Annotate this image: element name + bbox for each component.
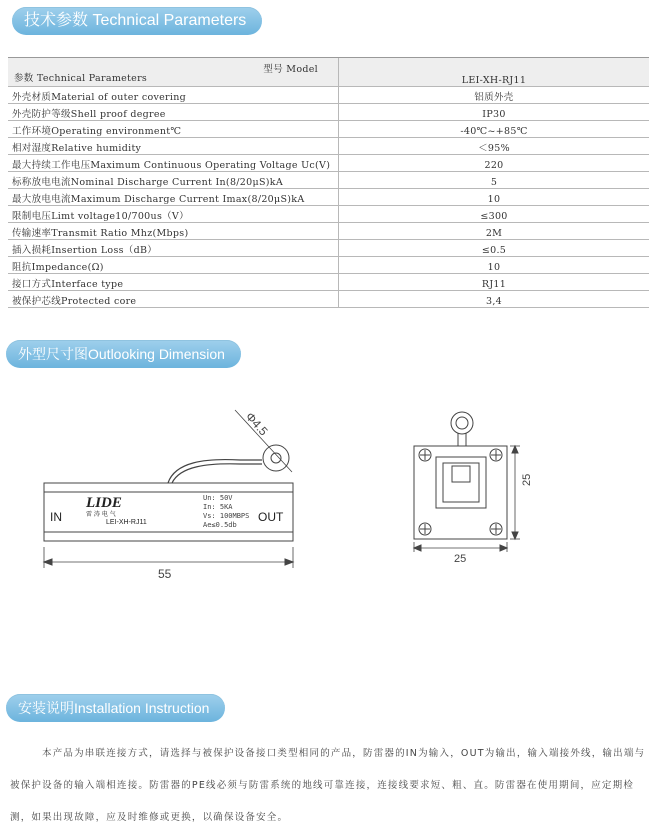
device-spec-line: Ae≤0.5db	[203, 521, 237, 529]
in-label: IN	[50, 510, 62, 524]
spec-row	[8, 223, 649, 240]
header-model-label: 型号 Model	[263, 64, 318, 75]
spec-row	[8, 155, 649, 172]
spec-row-label: 最大放电电流Maximum Discharge Current Imax(8/20μS)kA	[8, 189, 339, 206]
spec-row-label: 最大持续工作电压Maximum Continuous Operating Voltage Uc(V)	[8, 155, 339, 172]
section-title-install: 安装说明Installation Instruction	[6, 694, 225, 722]
spec-row-label: 工作环境Operating environment℃	[8, 121, 339, 138]
spec-row-value: 10	[339, 189, 650, 206]
spec-row-label: 相对湿度Relative humidity	[8, 138, 339, 155]
spec-row-value: 铝质外壳	[339, 87, 650, 104]
spec-row-value: RJ11	[339, 274, 650, 291]
device-spec-line: Vs: 100MBPS	[203, 512, 250, 520]
device-spec-line: In: 5KA	[203, 503, 233, 511]
out-label: OUT	[258, 510, 284, 524]
device-spec-line: Un: 50V	[203, 494, 233, 502]
installation-text	[10, 738, 650, 834]
spec-row-label: 阻抗Impedance(Ω)	[8, 257, 339, 274]
spec-row	[8, 121, 649, 138]
spec-row	[8, 274, 649, 291]
spec-row-label: 标称放电电流Nominal Discharge Current In(8/20μS)kA	[8, 172, 339, 189]
spec-header-row	[8, 58, 649, 87]
side-view-drawing	[44, 410, 293, 568]
spec-row	[8, 138, 649, 155]
spec-row	[8, 257, 649, 274]
spec-row-value: ≤0.5	[339, 240, 650, 257]
height-dimension: 25	[521, 473, 533, 486]
spec-row-label: 插入损耗Insertion Loss（dB）	[8, 240, 339, 257]
diameter-label: Φ4.5	[242, 409, 271, 439]
installation-paragraph: 本产品为串联连接方式，请选择与被保护设备接口类型相同的产品，防雷器的IN为输入，OUT为输出，输入端接外线，输出端与被保护设备的输入端相连接。防雷器的PE线必须与防雷系统的地线可靠连接，连接线要求短、粗、直。防雷器在使用期间，应定期检测，如果出现故障，应及时维修或更换，以确保设备安全。	[10, 748, 646, 823]
spec-table	[8, 57, 649, 308]
spec-row-value: IP30	[339, 104, 650, 121]
spec-row	[8, 291, 649, 308]
length-dimension: 55	[158, 567, 172, 581]
spec-row-label: 接口方式Interface type	[8, 274, 339, 291]
width-dimension: 25	[454, 553, 467, 565]
section-title-outline: 外型尺寸图Outlooking Dimension	[6, 340, 241, 368]
front-view-drawing	[414, 412, 520, 552]
logo: LIDE	[86, 495, 122, 511]
spec-row-value: 2M	[339, 223, 650, 240]
spec-row-value: 5	[339, 172, 650, 189]
header-param-label: 参数 Technical Parameters	[14, 73, 148, 84]
spec-row-label: 被保护芯线Protected core	[8, 291, 339, 308]
spec-row	[8, 172, 649, 189]
spec-row	[8, 104, 649, 121]
spec-row-value: 3,4	[339, 291, 650, 308]
header-model-value: LEI-XH-RJ11	[339, 58, 650, 87]
spec-row-value: -40℃~+85℃	[339, 121, 650, 138]
spec-row	[8, 189, 649, 206]
spec-row-value: 10	[339, 257, 650, 274]
spec-row-label: 传输速率Transmit Ratio Mhz(Mbps)	[8, 223, 339, 240]
spec-row-label: 外壳防护等级Shell proof degree	[8, 104, 339, 121]
spec-row-value: ≤300	[339, 206, 650, 223]
spec-row	[8, 206, 649, 223]
device-model: LEI-XH-RJ11	[106, 519, 147, 526]
spec-row	[8, 87, 649, 104]
spec-row-value: ＜95%	[339, 138, 650, 155]
section-title-tech: 技术参数 Technical Parameters	[12, 7, 262, 35]
spec-row-label: 外壳材质Material of outer covering	[8, 87, 339, 104]
spec-row-label: 限制电压Limt voltage10/700us（V）	[8, 206, 339, 223]
spec-row	[8, 240, 649, 257]
spec-row-value: 220	[339, 155, 650, 172]
dimension-drawings	[0, 390, 658, 590]
brand-cn: 雷 涛 电 气	[86, 511, 116, 518]
